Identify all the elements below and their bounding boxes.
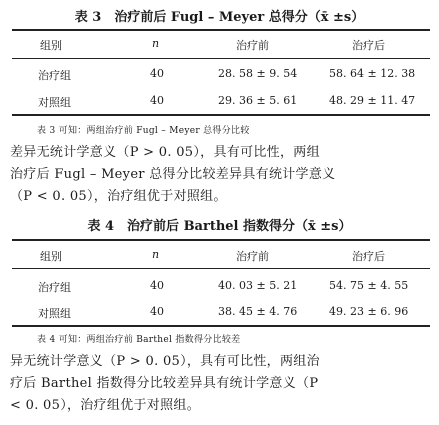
table4-row1-n: 40: [150, 279, 164, 292]
table3-header-after: 治疗后: [352, 39, 385, 52]
table4-top-rule: [12, 239, 430, 241]
table3-top-rule: [12, 29, 430, 31]
paragraph-line: 治疗后 Fugl – Meyer 总得分比较差异具有统计学意义: [10, 167, 336, 182]
paragraph-line: 疗后 Barthel 指数得分比较差异具有统计学意义（P: [10, 376, 319, 391]
table4-caption: 表 4 治疗前后 Barthel 指数得分（x̄ ±s）: [87, 219, 352, 234]
table4-header-group: 组别: [40, 250, 62, 263]
table3-row2-before: 29. 36 ± 5. 61: [218, 94, 298, 107]
table4-header-n: n: [152, 248, 160, 261]
paragraph-table3-analysis: [10, 120, 430, 208]
table4-row2-before: 38. 45 ± 4. 76: [218, 305, 298, 318]
table3-row1-group: 治疗组: [38, 69, 71, 82]
table4-row1-after: 54. 75 ± 4. 55: [329, 279, 409, 292]
table3-bottom-rule: [12, 114, 430, 116]
table3-header-n: n: [152, 37, 160, 50]
table3-caption: 表 3 治疗前后 Fugl – Meyer 总得分（x̄ ±s）: [74, 10, 365, 25]
table4-header-after: 治疗后: [352, 250, 385, 263]
table3-header-group: 组别: [40, 39, 62, 52]
table4-row2-n: 40: [150, 305, 164, 318]
paragraph-line: 异无统计学意义（P > 0. 05），具有可比性，两组治: [10, 354, 320, 369]
table4-row1-before: 40. 03 ± 5. 21: [218, 279, 298, 292]
table3-header-rule: [12, 58, 430, 59]
table4-row2-group: 对照组: [38, 307, 71, 320]
table4-row1-group: 治疗组: [38, 281, 71, 294]
table3-row2-after: 48. 29 ± 11. 47: [329, 94, 416, 107]
table3-header-before: 治疗前: [236, 39, 269, 52]
table3-row1-before: 28. 58 ± 9. 54: [218, 67, 298, 80]
paragraph-line: < 0. 05），治疗组优于对照组。: [10, 398, 201, 413]
table4-header-rule: [12, 268, 430, 269]
table4-header-before: 治疗前: [236, 250, 269, 263]
paragraph-line: 表 3 可知：两组治疗前 Fugl – Meyer 总得分比较: [37, 126, 250, 136]
paragraph-line: 差异无统计学意义（P > 0. 05），具有可比性，两组: [10, 145, 320, 160]
table4-row2-after: 49. 23 ± 6. 96: [329, 305, 409, 318]
table3-row2-n: 40: [150, 94, 164, 107]
table3-row1-after: 58. 64 ± 12. 38: [329, 67, 416, 80]
paragraph-line: 表 4 可知：两组治疗前 Barthel 指数得分比较差: [37, 335, 241, 345]
paragraph-line: （P < 0. 05），治疗组优于对照组。: [10, 189, 227, 204]
table3-row2-group: 对照组: [38, 96, 71, 109]
table3-row1-n: 40: [150, 67, 164, 80]
table4-bottom-rule: [12, 325, 430, 327]
paragraph-table4-analysis: [10, 329, 430, 417]
